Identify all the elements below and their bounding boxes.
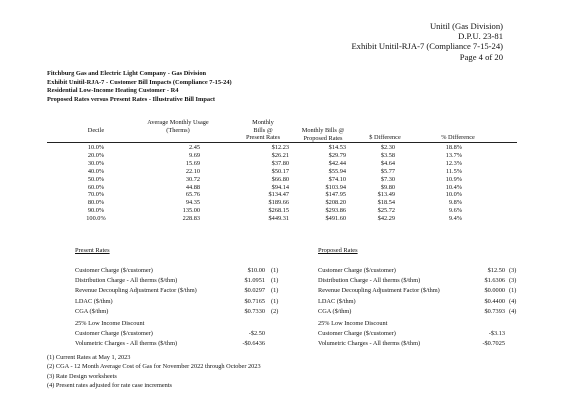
footnote: (3) Rate Design worksheets: [47, 372, 117, 380]
col-header-proposed-line2: Proposed Rates: [303, 134, 343, 142]
table-cell-pct: 10.0%: [445, 191, 462, 199]
table-cell-pct: 10.9%: [445, 175, 462, 183]
title-customer-class: Residential Low-Income Heating Customer - R4: [47, 87, 179, 95]
footnote: (4) Present rates adjusted for rate case increments: [47, 382, 173, 390]
col-header-present: [233, 119, 293, 142]
table-cell-decile: 10.0%: [87, 144, 105, 151]
present-discount-title: 25% Low Income Discount: [75, 320, 145, 327]
present-rate-note: (2): [271, 307, 279, 315]
table-cell-pct: 11.5%: [445, 167, 462, 175]
table-cell-usage: 2.45: [188, 144, 200, 151]
table-cell-decile: 60.0%: [87, 183, 105, 191]
proposed-rate-note: (1): [509, 287, 517, 295]
proposed-rate-label: CGA ($/thm): [318, 307, 352, 315]
table-cell-present: $12.23: [271, 144, 289, 151]
title-comparison: Proposed Rates versus Present Rates - Illustrative Bill Impact: [47, 95, 216, 103]
col-header-present-line2: Bills @: [253, 126, 273, 134]
table-cell-pct: 9.4%: [448, 215, 462, 223]
proposed-rate-note: (4): [509, 307, 517, 315]
table-cell-diff: $2.30: [380, 144, 395, 151]
table-cell-pct: 13.7%: [445, 151, 462, 159]
col-header-usage-line1: Average Monthly Usage: [147, 119, 209, 126]
table-cell-decile: 40.0%: [87, 167, 105, 175]
proposed-discount-label: Volumetric Charges - All therms ($/thm): [318, 340, 421, 348]
table-cell-diff: $18.54: [377, 199, 395, 207]
proposed-rate-note: (4): [509, 297, 517, 305]
proposed-rate-label: Distribution Charge - All therms ($/thm): [318, 277, 421, 285]
proposed-rate-value: $0.7393: [484, 307, 505, 315]
table-cell-usage: 135.00: [182, 207, 200, 215]
col-header-pct: % Difference: [441, 134, 475, 141]
table-cell-diff: $7.30: [380, 175, 395, 183]
present-rate-label: Customer Charge ($/customer): [75, 267, 153, 274]
table-cell-usage: 228.83: [182, 215, 200, 223]
table-cell-proposed: $147.95: [325, 191, 346, 199]
table-cell-pct: 9.8%: [448, 199, 462, 207]
proposed-discount-title: 25% Low Income Discount: [318, 320, 388, 327]
title-company: Fitchburg Gas and Electric Light Company - Gas Division: [47, 70, 207, 77]
present-rate-note: (1): [271, 297, 279, 305]
present-rate-value: $0.7165: [244, 297, 265, 305]
title-exhibit: Exhibit Unitil-RJA-7 - Customer Bill Impacts (Compliance 7-15-24): [47, 78, 232, 86]
table-cell-proposed: $491.60: [325, 215, 346, 223]
col-header-decile: Decile: [87, 127, 105, 134]
table-cell-pct: 18.8%: [445, 144, 462, 151]
proposed-discount-label: Customer Charge ($/customer): [318, 330, 396, 337]
present-rate-note: (1): [271, 267, 279, 274]
footnote: (1) Current Rates at May 1, 2023: [47, 354, 131, 361]
table-cell-diff: $13.49: [377, 191, 395, 199]
table-cell-proposed: $74.10: [328, 175, 346, 183]
table-cell-usage: 9.69: [188, 151, 200, 159]
table-cell-usage: 44.88: [185, 183, 200, 191]
present-discount-label: Customer Charge ($/customer): [75, 330, 153, 337]
table-cell-decile: 100.0%: [86, 215, 106, 223]
table-cell-usage: 94.35: [185, 199, 200, 207]
exhibit-header: [351, 21, 503, 62]
proposed-rates-title: Proposed Rates: [318, 247, 358, 254]
proposed-rate-note: (3): [509, 277, 517, 285]
table-cell-usage: 65.76: [185, 191, 200, 199]
table-cell-present: $26.21: [271, 151, 289, 159]
present-discount-value: -$0.6436: [242, 340, 265, 348]
present-rate-label: CGA ($/thm): [75, 307, 109, 315]
table-cell-decile: 80.0%: [87, 199, 105, 207]
table-cell-diff: $5.77: [380, 167, 395, 175]
proposed-rate-label: Revenue Decoupling Adjustment Factor ($/thm): [318, 287, 440, 295]
table-cell-diff: $4.64: [380, 159, 395, 167]
col-header-present-line3: Present Rates: [245, 134, 281, 141]
table-cell-diff: $9.80: [380, 183, 395, 191]
table-cell-present: $94.14: [271, 183, 289, 191]
table-cell-present: $189.66: [268, 199, 289, 207]
document-titles: [47, 70, 232, 104]
table-cell-proposed: $14.53: [328, 144, 346, 151]
table-cell-present: $37.80: [271, 159, 289, 167]
header-line-docket: D.P.U. 23-81: [458, 31, 503, 42]
proposed-rate-value: $12.50: [487, 267, 505, 274]
table-cell-diff: $25.72: [377, 207, 395, 215]
footnote: (2) CGA - 12 Month Average Cost of Gas for November 2022 through October 2023: [47, 363, 261, 371]
table-cell-present: $50.17: [271, 167, 289, 175]
col-header-diff: $ Difference: [369, 134, 401, 141]
proposed-rate-note: (3): [509, 267, 517, 274]
table-cell-diff: $3.58: [380, 151, 395, 159]
table-cell-usage: 30.72: [185, 175, 200, 183]
table-cell-present: $449.31: [268, 215, 289, 223]
table-cell-present: $66.80: [271, 175, 289, 183]
present-rate-label: Revenue Decoupling Adjustment Factor ($/thm): [75, 287, 197, 295]
present-rate-value: $10.00: [247, 267, 265, 274]
table-cell-present: $268.15: [268, 207, 289, 215]
header-line-company: Unitil (Gas Division): [429, 21, 503, 31]
table-cell-decile: 30.0%: [87, 159, 105, 167]
proposed-rate-label: Customer Charge ($/customer): [318, 267, 396, 274]
present-rate-note: (1): [271, 277, 279, 285]
present-rates-title: Present Rates: [75, 247, 110, 254]
col-header-proposed-line1: Monthly Bills @: [301, 127, 345, 134]
header-line-page: Page 4 of 20: [459, 51, 503, 62]
table-cell-proposed: $55.94: [328, 167, 346, 175]
present-rate-label: LDAC ($/thm): [75, 297, 113, 305]
col-header-usage: [128, 119, 228, 134]
present-rate-note: (1): [271, 287, 279, 295]
table-cell-pct: 12.3%: [445, 159, 462, 167]
proposed-rate-value: $0.0000: [484, 287, 505, 295]
proposed-discount-value: -$0.7025: [482, 340, 505, 348]
table-cell-proposed: $208.20: [325, 199, 346, 207]
present-rate-value: $0.0297: [244, 287, 265, 295]
col-header-proposed: [288, 127, 358, 142]
present-discount-value: -$2.50: [248, 330, 265, 337]
proposed-rate-value: $1.6306: [484, 277, 505, 285]
table-header-rule: [47, 142, 517, 143]
header-line-exhibit: Exhibit Unitil-RJA-7 (Compliance 7-15-24): [351, 41, 503, 52]
present-discount-label: Volumetric Charges - All therms ($/thm): [75, 340, 178, 348]
col-header-present-line1: Monthly: [252, 119, 274, 126]
proposed-discount-value: -$3.13: [488, 330, 505, 337]
table-cell-decile: 70.0%: [87, 191, 105, 199]
table-cell-proposed: $29.79: [328, 151, 346, 159]
present-rate-label: Distribution Charge - All therms ($/thm): [75, 277, 178, 285]
table-cell-diff: $42.29: [377, 215, 395, 223]
proposed-rate-value: $0.4400: [484, 297, 505, 305]
present-rate-value: $1.0951: [244, 277, 265, 285]
table-cell-usage: 15.69: [185, 159, 200, 167]
table-cell-decile: 90.0%: [87, 207, 105, 215]
table-cell-present: $134.47: [268, 191, 289, 199]
table-cell-proposed: $293.86: [325, 207, 346, 215]
table-cell-pct: 9.6%: [448, 207, 462, 215]
table-cell-decile: 20.0%: [87, 151, 105, 159]
proposed-rate-label: LDAC ($/thm): [318, 297, 356, 305]
table-cell-usage: 22.10: [185, 167, 200, 175]
present-rate-value: $0.7330: [244, 307, 265, 315]
table-cell-proposed: $103.94: [325, 183, 346, 191]
table-cell-decile: 50.0%: [87, 175, 105, 183]
col-header-usage-line2: (Therms): [166, 126, 190, 134]
table-cell-proposed: $42.44: [328, 159, 346, 167]
table-cell-pct: 10.4%: [445, 183, 462, 191]
